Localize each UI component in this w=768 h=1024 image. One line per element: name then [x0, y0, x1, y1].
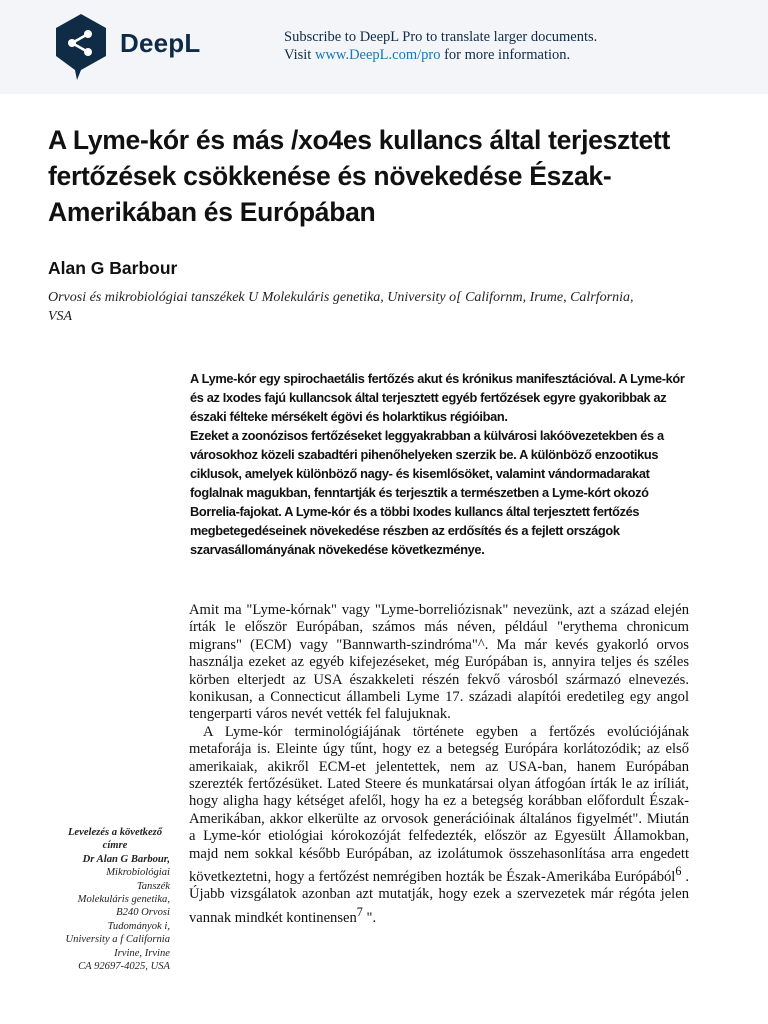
abstract-paragraph: Ezeket a zoonózisos fertőzéseket leggyakrabban a külvárosi lakóövezetekben és a városokhoz közeli szabadtéri pihenőhelyeken szerzik be. A különböző enzootikus ciklusok, amelyek különböző nagy- és kisemlősöket, valamint vándormadarakat foglalnak magukban, fenntartják és terjesztik a természetben a Lyme-kórt okozó Borrelia-fajokat. A Lyme-kór és a többi Ixodes kullancs által terjesztett fertőzés megbetegedéseinek növekedése részben az erdősítés és a fejlett országok szarvasállományának növekedése következménye.	[190, 428, 664, 557]
banner-message	[284, 28, 744, 64]
body-text-run: ".	[362, 909, 377, 926]
correspondence-line: Molekuláris genetika,	[77, 894, 170, 906]
body-paragraph: Amit ma "Lyme-kórnak" vagy "Lyme-borreliózisnak" nevezünk, azt a század elején írták le először Európában, számos más néven, például "erythema chronicum migrans" (ECM) vagy "Bannwarth-szindróma"^. Ma már kevés gyakorló orvos használja ezeket az egyéb kifejezéseket, még Európában is, annyira teljes és széles körben elterjedt az USA északkeleti részén fekvő városból származó elnevezés. konikusan, a Connecticut állambeli Lyme 17. századi alapítói eredetileg egy angol tengerparti város nevét vették fel falujuknak.	[189, 602, 689, 723]
banner-visit-line	[284, 46, 744, 64]
deepl-wordmark: DeepL	[120, 28, 201, 58]
author-affiliation: Orvosi és mikrobiológiai tanszékek U Molekuláris genetika, University o[ Californm, Irume, Calrfornia, VSA	[48, 290, 634, 324]
banner-subscribe-text: Subscribe to DeepL Pro to translate larger documents.	[284, 29, 598, 45]
banner-visit-text: Visit	[284, 47, 312, 63]
deepl-banner	[0, 0, 768, 94]
correspondence-line: Mikrobiológiai	[106, 867, 170, 879]
article-body	[189, 602, 689, 927]
correspondence-line: Irvine, Irvine	[114, 947, 170, 959]
correspondence-name: Dr Alan G Barbour,	[82, 853, 170, 865]
correspondence-note	[50, 826, 170, 973]
banner-more-info-text: for more information.	[444, 47, 571, 63]
deepl-pro-link[interactable]: www.DeepL.com/pro	[314, 47, 441, 63]
correspondence-heading: Levelezés a következő címre	[67, 827, 163, 852]
deepl-logo-icon[interactable]	[53, 12, 109, 80]
body-text-run: . Újabb vizsgálatok azonban azt mutatják, hogy ezek a szervezetek már régóta jelen vannak mindkét kontinensen	[189, 868, 689, 926]
body-text-run: A Lyme-kór terminológiájának története egyben a fertőzés evolúciójának metaforája is. Eleinte úgy tűnt, hogy ez a betegség Európára korlátozódik; az első amerikaiak, akikről ECM-et jelentettek, nem az USA-ban, hanem Európában szerezték fertőzésüket. Lated Steere és munkatársai olyan átfogóan írták le az iríliát, hogy aligha hagy kétséget afelől, hogy ha ez a betegség korábban előfordult Észak-Amerikában, akkor elkerülte az orvosok generációinak általános figyelmét". Miután a Lyme-kór etiológiai kórokozóját felfedezték, először az Egyesült Államokban, majd nem sokkal később Európában, az izolátumok összehasonlítása arra engedett következtetni, hogy a fertőzést nemrégiben hozták be Észak-Amerikába Európából	[189, 723, 689, 885]
correspondence-line: Tudományok i,	[107, 920, 170, 932]
abstract-paragraph: A Lyme-kór egy spirochaetális fertőzés akut és krónikus manifesztációval. A Lyme-kór és az Ixodes fajú kullancsok által terjesztett egyéb fertőzések egyre gyakoribbak az északi félteke mérsékelt égövi és holarktikus régióiban.	[190, 371, 685, 424]
citation-superscript: 6	[675, 864, 682, 879]
article-title: A Lyme-kór és más /xo4es kullancs által terjesztett fertőzések csökkenése és növekedése Észak-Amerikában és Európában	[48, 125, 670, 227]
article-author: Alan G Barbour	[48, 258, 178, 278]
body-paragraph	[189, 724, 689, 927]
correspondence-line: CA 92697-4025, USA	[78, 961, 170, 973]
abstract	[190, 369, 690, 559]
citation-superscript: 7	[356, 904, 363, 919]
correspondence-line: B240 Orvosi	[116, 907, 170, 919]
correspondence-line: University a f California	[65, 934, 170, 946]
correspondence-line: Tanszék	[136, 880, 170, 892]
